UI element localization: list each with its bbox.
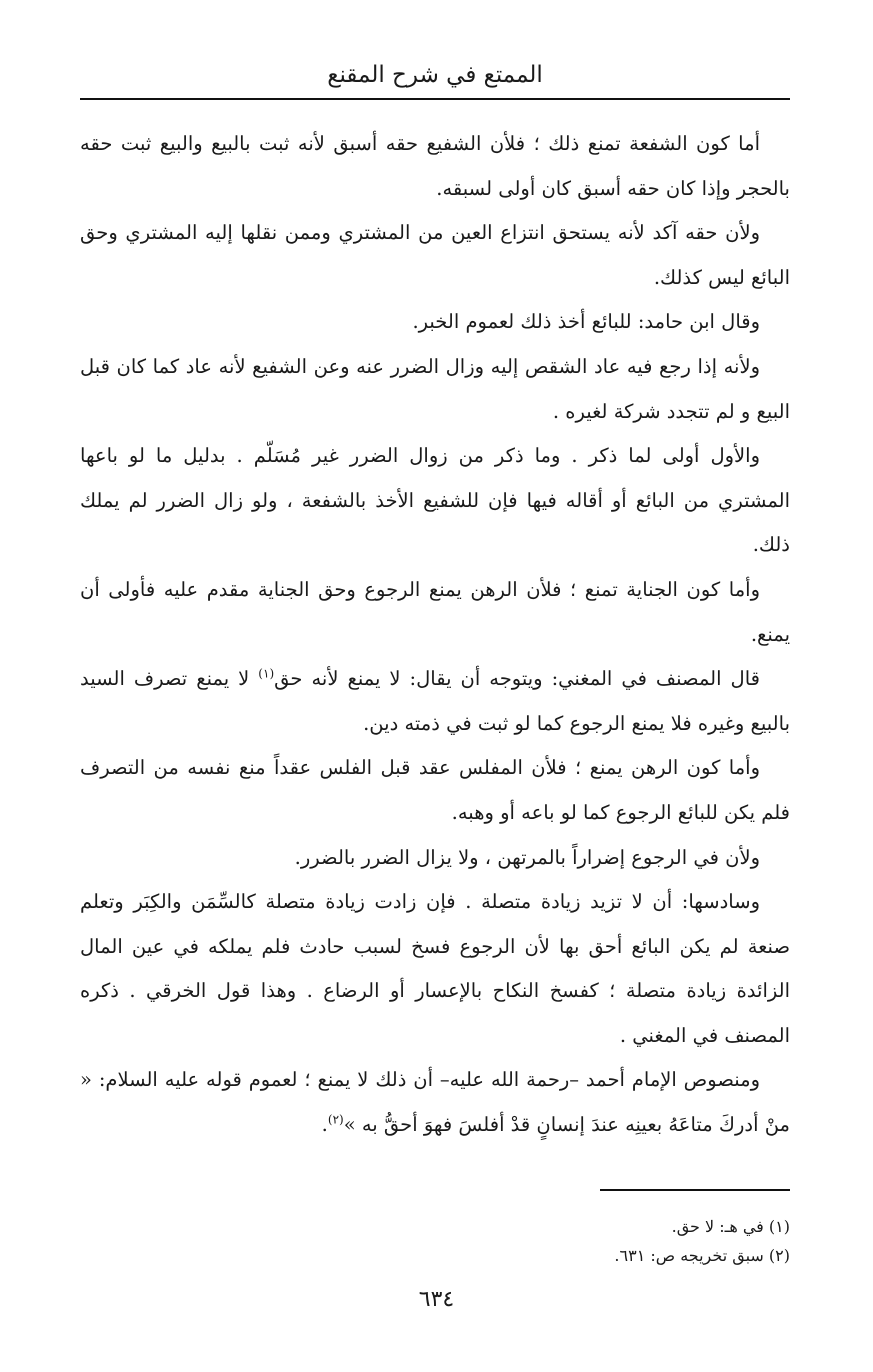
page-number: ٦٣٤ <box>418 1287 455 1312</box>
paragraph-4: ولأنه إذا رجع فيه عاد الشقص إليه وزال الضرر عنه وعن الشفيع لأنه عاد كما كان قبل البيع و لم تتجدد شركة لغيره . <box>80 354 790 423</box>
paragraph-11-text-before: ومنصوص الإمام أحمد –رحمة الله عليه– أن ذلك لا يمنع ؛ لعموم قوله عليه السلام: « منْ أدركَ متاعَهُ بعينِه عندَ إنسانٍ قدْ أفلسَ فهوَ أحقُّ به » <box>80 1068 790 1137</box>
paragraph-2: ولأن حقه آكد لأنه يستحق انتزاع العين من المشتري وممن نقلها إليه المشتري وحق البائع ليس كذلك. <box>80 221 790 289</box>
footnote-separator <box>600 1189 790 1191</box>
paragraph-6: وأما كون الجناية تمنع ؛ فلأن الرهن يمنع الرجوع وحق الجناية مقدم عليه فأولى أن يمنع. <box>80 577 790 646</box>
paragraph-1: أما كون الشفعة تمنع ذلك ؛ فلأن الشفيع حقه أسبق لأنه ثبت بالبيع والبيع ثبت حقه بالحجر وإذا كان حقه أسبق كان أولى لسبقه. <box>80 132 790 200</box>
paragraph-3: وقال ابن حامد: للبائع أخذ ذلك لعموم الخبر. <box>412 310 760 334</box>
paragraph-7-text-after: لا يمنع تصرف السيد بالبيع وغيره فلا يمنع الرجوع كما لو ثبت في ذمته دين. <box>80 667 790 735</box>
running-header-title: الممتع في شرح المقنع <box>327 62 543 88</box>
paragraph-11 <box>80 1058 790 1147</box>
footnote-marker-2[interactable]: (٢) <box>327 1112 344 1127</box>
footnote-1: (١) في هـ: لا حق. <box>671 1217 790 1236</box>
paragraph-7-text-before: قال المصنف في المغني: ويتوجه أن يقال: لا يمنع لأنه حق <box>274 667 760 691</box>
footnote-2: (٢) سبق تخريجه ص: ٦٣١. <box>614 1246 790 1265</box>
paragraph-10: وسادسها: أن لا تزيد زيادة متصلة . فإن زادت زيادة متصلة كالسِّمَن والكِبَر وتعلم صنعة لم يكن البائع أحق بها لأن الرجوع فسخ لسبب حادث فلم يملكه في عين المال الزائدة زيادة متصلة ؛ كفسخ النكاح بالإعسار أو الرضاع . وهذا قول الخرقي . ذكره المصنف في المغني . <box>80 890 790 1047</box>
paragraph-7 <box>80 657 790 746</box>
paragraph-11-text-after: . <box>321 1113 328 1137</box>
footnotes <box>80 1212 790 1270</box>
footnote-marker-1[interactable]: (١) <box>258 666 275 681</box>
header-rule <box>80 98 790 100</box>
paragraph-8: وأما كون الرهن يمنع ؛ فلأن المفلس عقد قبل الفلس عقداً منع نفسه من التصرف فلم يكن للبائع الرجوع كما لو باعه أو وهبه. <box>80 756 790 824</box>
paragraph-5: والأول أولى لما ذكر . وما ذكر من زوال الضرر غير مُسَلّم . بدليل ما لو باعها المشتري من البائع أو أقاله فيها فإن للشفيع الأخذ بالشفعة ، ولو زال الضرر لم يملك ذلك. <box>80 444 790 557</box>
main-text <box>80 122 790 1148</box>
paragraph-9: ولأن في الرجوع إضراراً بالمرتهن ، ولا يزال الضرر بالضرر. <box>294 845 760 869</box>
